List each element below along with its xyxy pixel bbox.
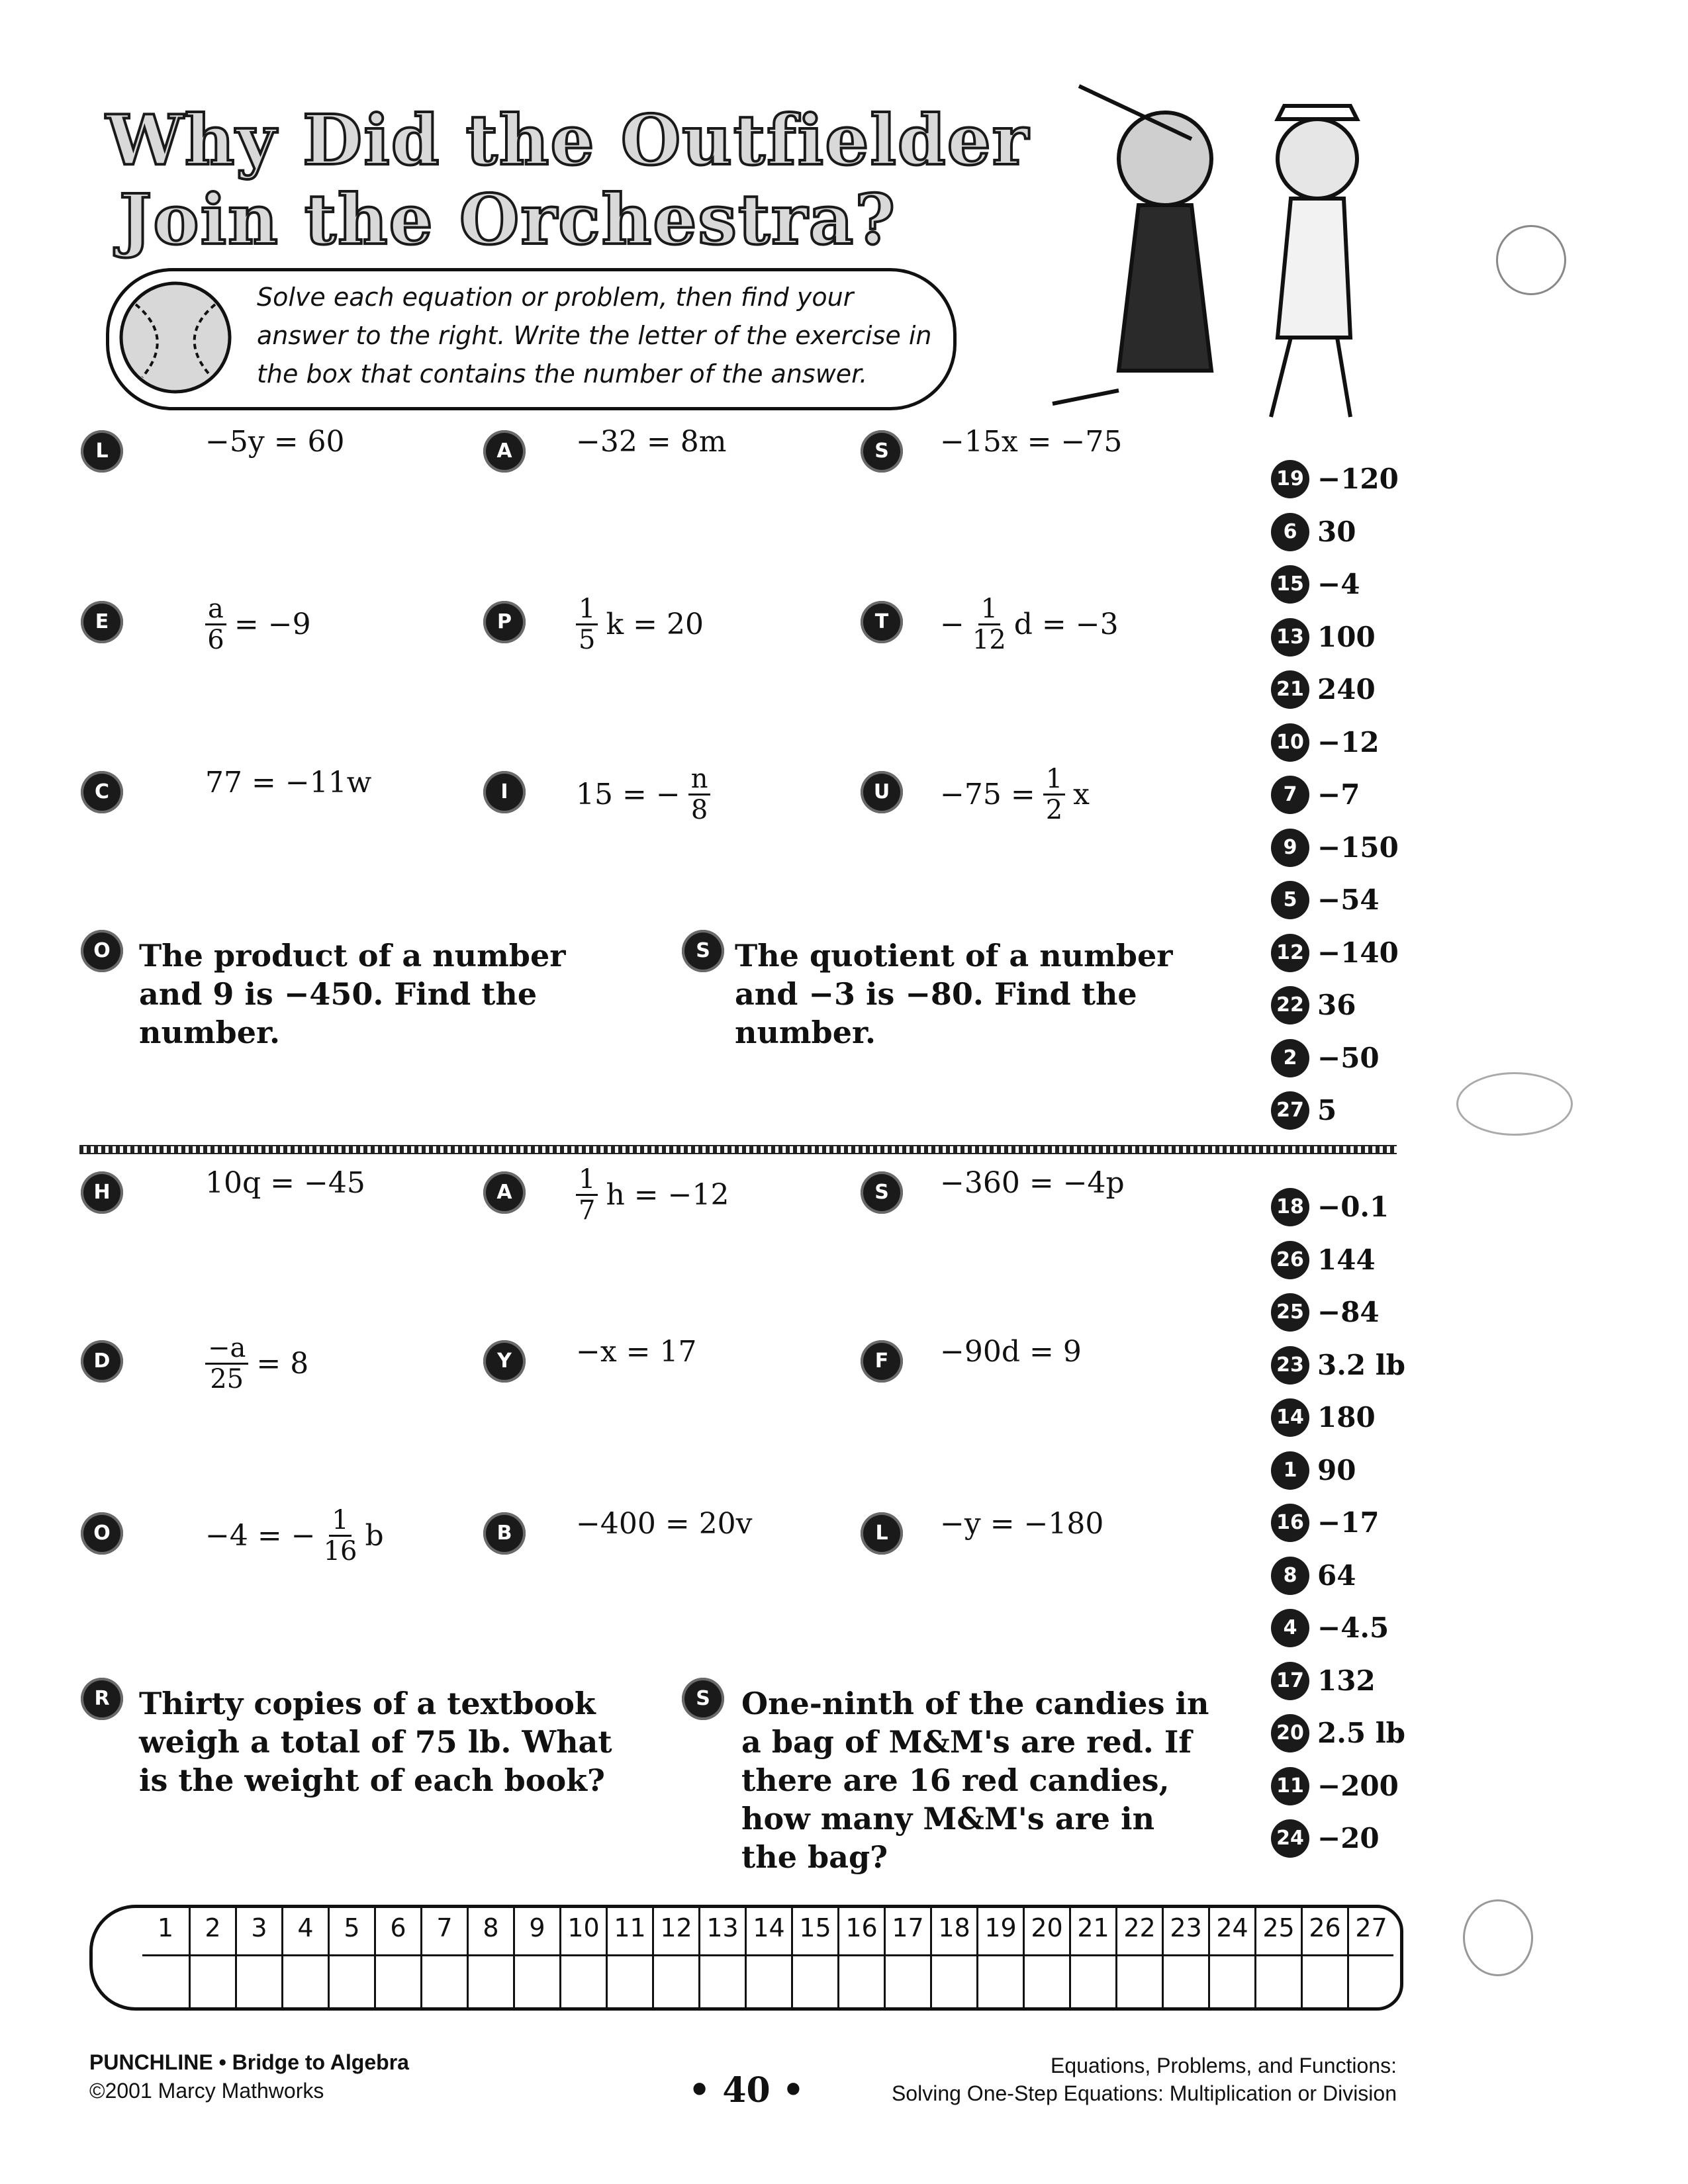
answer-cell-number: 17: [892, 1913, 924, 1942]
equation-suffix: = 8: [256, 1347, 309, 1381]
answer-cell[interactable]: [559, 1908, 606, 2007]
answer-number-badge: 5: [1271, 881, 1309, 919]
answer-cell-number: 23: [1170, 1913, 1202, 1942]
letter-badge: S: [682, 930, 724, 972]
answer-cell-number: 2: [205, 1913, 221, 1942]
section-divider: [79, 1145, 1397, 1154]
answer-cell-number: 19: [984, 1913, 1017, 1942]
answer-cell[interactable]: [1115, 1908, 1162, 2007]
answer-value: 2.5 lb: [1317, 1717, 1406, 1749]
answer-cell[interactable]: [698, 1908, 745, 2007]
answer-number-badge: 4: [1271, 1609, 1309, 1647]
answer-cell-number: 8: [483, 1913, 499, 1942]
answer-value: −4: [1317, 568, 1360, 600]
letter-badge: O: [81, 1512, 123, 1555]
answer-number-badge: 9: [1271, 829, 1309, 867]
answer-cell-number: 6: [390, 1913, 406, 1942]
binder-hole: [1463, 1899, 1533, 1976]
fraction: $\frac{n}{8}$: [688, 766, 711, 823]
letter-badge: A: [483, 1171, 526, 1214]
letter-badge: B: [483, 1512, 526, 1555]
answer-cell[interactable]: [930, 1908, 976, 2007]
answer-number-badge: 23: [1271, 1346, 1309, 1385]
answer-value: 30: [1317, 515, 1356, 548]
answer-number-badge: 22: [1271, 986, 1309, 1024]
fraction: $\frac{1}{2}$: [1043, 766, 1065, 823]
word-problem: Thirty copies of a textbook weigh a total of 75 lb. What is the weight of each book?: [139, 1686, 612, 1798]
equation-suffix: b: [365, 1519, 384, 1553]
letter-badge: T: [861, 601, 903, 643]
answer-number-badge: 6: [1271, 513, 1309, 551]
answer-value: −140: [1317, 936, 1399, 969]
answer-value: 90: [1317, 1453, 1356, 1486]
answer-number-badge: 21: [1271, 670, 1309, 709]
equation: [576, 1166, 729, 1224]
answer-cell-number: 9: [529, 1913, 545, 1942]
answer-number-badge: 18: [1271, 1188, 1309, 1226]
answer-cell-number: 16: [845, 1913, 878, 1942]
answer-value: 100: [1317, 620, 1376, 653]
letter-badge: H: [81, 1171, 123, 1214]
fraction: $\frac{1}{16}$: [323, 1505, 357, 1567]
letter-badge: E: [81, 601, 123, 643]
answer-number-badge: 24: [1271, 1819, 1309, 1858]
equation-prefix: −75 =: [940, 778, 1035, 811]
letter-badge: C: [81, 771, 123, 813]
answer-cell[interactable]: [837, 1908, 884, 2007]
answer-number-badge: 16: [1271, 1504, 1309, 1542]
equation-suffix: d = −3: [1013, 608, 1119, 641]
footer-left-line2: ©2001 Marcy Mathworks: [89, 2079, 324, 2103]
answer-cell[interactable]: [142, 1908, 189, 2007]
answer-cell[interactable]: [976, 1908, 1023, 2007]
fraction: $\frac{1}{7}$: [576, 1166, 598, 1224]
answer-cell[interactable]: [374, 1908, 420, 2007]
binder-hole: [1496, 225, 1566, 295]
equation-text: −y = −180: [940, 1507, 1104, 1541]
word-problem: The quotient of a number and −3 is −80. Find the number.: [735, 938, 1173, 1050]
answer-cell[interactable]: [745, 1908, 791, 2007]
answer-value: 240: [1317, 673, 1376, 705]
equation-prefix: −: [940, 608, 964, 641]
equation: [940, 596, 1119, 653]
equation: [576, 596, 704, 653]
answer-cell-number: 20: [1031, 1913, 1063, 1942]
answer-cell[interactable]: [281, 1908, 328, 2007]
equation-text: −360 = −4p: [940, 1166, 1125, 1200]
footer-left-line1: PUNCHLINE • Bridge to Algebra: [89, 2050, 409, 2074]
answer-number-badge: 11: [1271, 1767, 1309, 1805]
equation-suffix: h = −12: [606, 1178, 729, 1212]
equation-suffix: x: [1073, 778, 1090, 811]
fraction: $\frac{a}{6}$: [205, 596, 226, 653]
title-line-2: Join the Orchestra?: [119, 179, 897, 260]
answer-cell-number: 4: [297, 1913, 314, 1942]
answer-value: −150: [1317, 831, 1399, 864]
answer-number-badge: 17: [1271, 1662, 1309, 1700]
answer-value: −84: [1317, 1296, 1380, 1328]
answer-cell-number: 12: [660, 1913, 692, 1942]
answer-cell[interactable]: [884, 1908, 930, 2007]
equation: [576, 766, 710, 823]
answer-number-badge: 20: [1271, 1714, 1309, 1752]
equation-text: −32 = 8m: [576, 425, 727, 459]
answer-cell[interactable]: [420, 1908, 467, 2007]
answer-cell-number: 11: [614, 1913, 646, 1942]
answer-value: 144: [1317, 1243, 1376, 1276]
answer-cell-number: 1: [157, 1913, 174, 1942]
equation: [205, 766, 371, 799]
answer-number-badge: 8: [1271, 1557, 1309, 1595]
equation: [940, 1166, 1125, 1200]
letter-badge: F: [861, 1340, 903, 1383]
equation-suffix: k = 20: [606, 608, 704, 641]
answer-cell[interactable]: [1069, 1908, 1115, 2007]
equation: [205, 1166, 365, 1200]
letter-badge: L: [81, 430, 123, 473]
binder-hole: [1456, 1072, 1573, 1136]
answer-cell-number: 10: [567, 1913, 600, 1942]
answer-cell-number: 24: [1216, 1913, 1248, 1942]
answer-value: −20: [1317, 1822, 1380, 1854]
answer-cell[interactable]: [606, 1908, 652, 2007]
answer-cell-number: 7: [436, 1913, 453, 1942]
equation-text: −x = 17: [576, 1335, 697, 1369]
answer-number-badge: 25: [1271, 1293, 1309, 1332]
answer-cell-number: 3: [251, 1913, 267, 1942]
answer-number-badge: 14: [1271, 1398, 1309, 1437]
answer-value: −54: [1317, 884, 1380, 916]
answer-value: −17: [1317, 1506, 1380, 1539]
baseball-icon: [116, 278, 235, 397]
equation-text: −5y = 60: [205, 425, 345, 459]
answer-cell[interactable]: [1023, 1908, 1069, 2007]
fraction: $\frac{1}{12}$: [972, 594, 1006, 655]
answer-cell[interactable]: [467, 1908, 513, 2007]
page-number: • 40 •: [688, 2070, 805, 2111]
title-line-1: Why Did the Outfielder: [106, 99, 1030, 181]
answer-value: −120: [1317, 463, 1399, 495]
answer-cell[interactable]: [1208, 1908, 1254, 2007]
footer-right-line1: Equations, Problems, and Functions:: [1051, 2054, 1397, 2077]
answer-cell-number: 25: [1262, 1913, 1295, 1942]
letter-badge: S: [682, 1678, 724, 1720]
answer-number-badge: 10: [1271, 723, 1309, 762]
equation-text: 10q = −45: [205, 1166, 365, 1200]
answer-cell-number: 14: [753, 1913, 785, 1942]
answer-cell[interactable]: [189, 1908, 235, 2007]
equation-text: −400 = 20v: [576, 1507, 753, 1541]
answer-number-badge: 12: [1271, 934, 1309, 972]
cartoon-illustration: [1039, 60, 1423, 430]
answer-cell-number: 18: [938, 1913, 970, 1942]
equation-text: −90d = 9: [940, 1335, 1082, 1369]
word-problem: The product of a number and 9 is −450. Find the number.: [139, 938, 566, 1050]
word-problem: One-ninth of the candies in a bag of M&M's are red. If there are 16 red candies, how many M&M's are in the bag?: [741, 1686, 1209, 1875]
answer-cell-number: 27: [1355, 1913, 1387, 1942]
answer-cell[interactable]: [1347, 1908, 1393, 2007]
answer-value: −50: [1317, 1041, 1380, 1074]
answer-value: −200: [1317, 1769, 1399, 1802]
equation: [940, 1335, 1082, 1369]
letter-badge: P: [483, 601, 526, 643]
equation: [940, 425, 1122, 459]
letter-badge: A: [483, 430, 526, 473]
equation: [940, 766, 1090, 823]
equation: [940, 1507, 1103, 1541]
letter-badge: U: [861, 771, 903, 813]
answer-value: 132: [1317, 1664, 1376, 1697]
answer-value: −7: [1317, 778, 1360, 811]
answer-number-badge: 7: [1271, 776, 1309, 814]
letter-badge: S: [861, 1171, 903, 1214]
letter-badge: O: [81, 930, 123, 972]
equation-suffix: = −9: [234, 608, 311, 641]
letter-badge: S: [861, 430, 903, 473]
answer-value: −0.1: [1317, 1191, 1389, 1223]
equation-text: 77 = −11w: [205, 766, 372, 799]
answer-cell[interactable]: [1301, 1908, 1347, 2007]
answer-cell-number: 22: [1123, 1913, 1156, 1942]
footer-right-line2: Solving One-Step Equations: Multiplication or Division: [891, 2081, 1397, 2105]
fraction: $\frac{1}{5}$: [576, 596, 598, 653]
equation-prefix: 15 = −: [576, 778, 680, 811]
equation: [576, 1335, 697, 1369]
answer-cell[interactable]: [235, 1908, 281, 2007]
letter-badge: R: [81, 1678, 123, 1720]
answer-cell-number: 15: [799, 1913, 831, 1942]
answer-cell-number: 13: [706, 1913, 739, 1942]
equation: [205, 1507, 384, 1565]
answer-number-badge: 2: [1271, 1039, 1309, 1077]
answer-value: 5: [1317, 1094, 1337, 1126]
letter-badge: L: [861, 1512, 903, 1555]
fraction: $\frac{-a}{25}$: [205, 1335, 248, 1392]
equation-prefix: −4 = −: [205, 1519, 316, 1553]
letter-badge: Y: [483, 1340, 526, 1383]
answer-cell-number: 21: [1077, 1913, 1109, 1942]
equation: [205, 425, 345, 459]
answer-cell[interactable]: [1162, 1908, 1208, 2007]
answer-number-badge: 27: [1271, 1091, 1309, 1130]
equation: [576, 1507, 753, 1541]
answer-cell[interactable]: [328, 1908, 374, 2007]
answer-cell[interactable]: [652, 1908, 698, 2007]
letter-badge: D: [81, 1340, 123, 1383]
answer-cell[interactable]: [513, 1908, 559, 2007]
answer-number-badge: 13: [1271, 618, 1309, 657]
answer-value: 180: [1317, 1401, 1376, 1433]
answer-value: 36: [1317, 989, 1356, 1021]
answer-value: 3.2 lb: [1317, 1348, 1406, 1381]
answer-value: 64: [1317, 1559, 1356, 1592]
equation: [205, 1335, 308, 1392]
answer-number-badge: 26: [1271, 1241, 1309, 1279]
answer-box-strip: [89, 1905, 1403, 2011]
letter-badge: I: [483, 771, 526, 813]
answer-cell[interactable]: [791, 1908, 837, 2007]
answer-number-badge: 19: [1271, 460, 1309, 498]
equation: [576, 425, 726, 459]
answer-number-badge: 1: [1271, 1451, 1309, 1490]
answer-cell[interactable]: [1254, 1908, 1301, 2007]
equation-text: −15x = −75: [940, 425, 1123, 459]
answer-value: −4.5: [1317, 1612, 1389, 1644]
answer-number-badge: 15: [1271, 565, 1309, 604]
answer-cell-number: 26: [1309, 1913, 1341, 1942]
instructions-text: Solve each equation or problem, then find your answer to the right. Write the letter of the exercise in the box that contains the number of the answer.: [257, 283, 932, 388]
answer-value: −12: [1317, 725, 1380, 758]
answer-cell-number: 5: [344, 1913, 360, 1942]
equation: [205, 596, 311, 653]
